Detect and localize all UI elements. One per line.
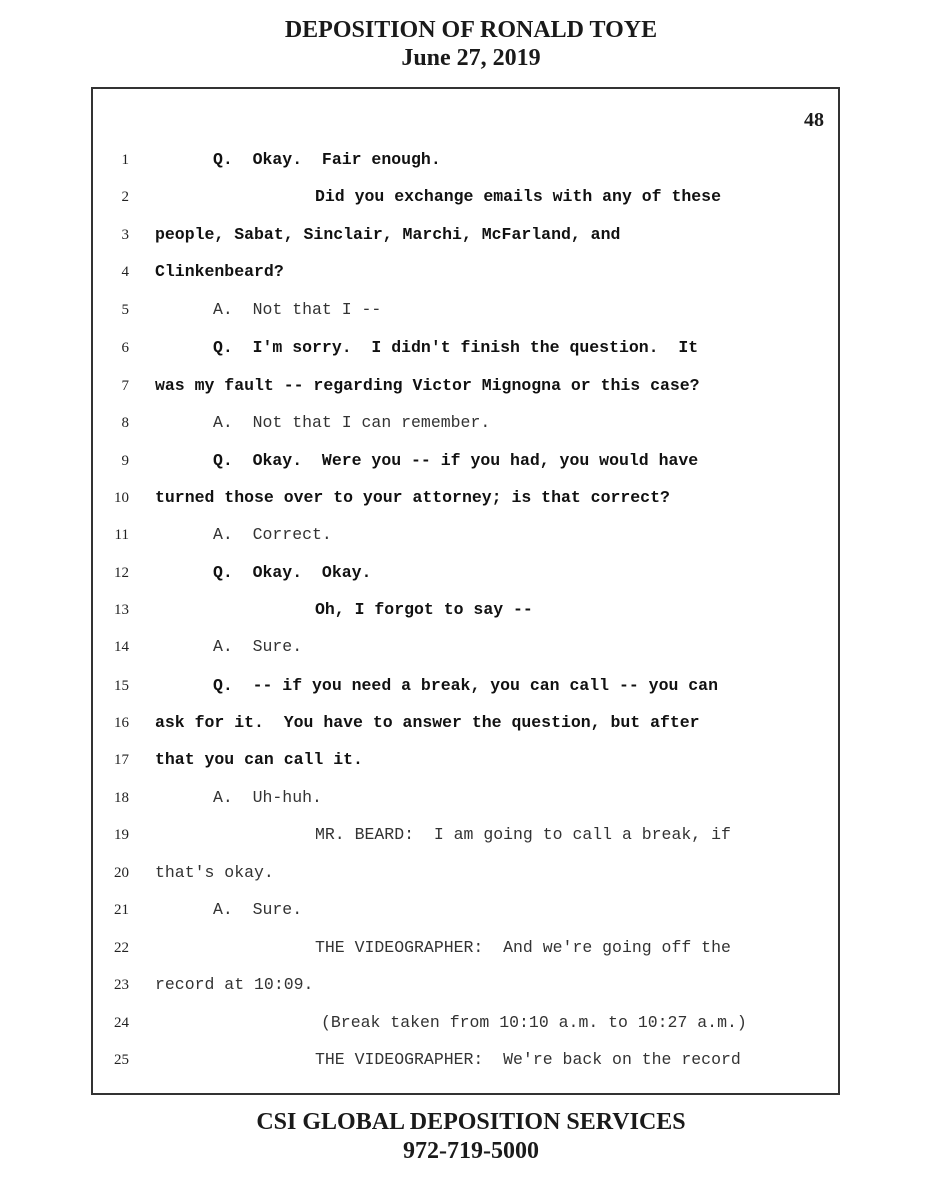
line-number: 20 bbox=[114, 865, 129, 881]
line-text: Q. Okay. Okay. bbox=[213, 563, 372, 582]
company-phone: 972-719-5000 bbox=[403, 1138, 539, 1164]
line-number: 6 bbox=[121, 340, 129, 356]
line-number: 5 bbox=[121, 302, 129, 318]
line-number: 23 bbox=[114, 977, 129, 993]
transcript-line-5 bbox=[93, 296, 838, 324]
line-number: 7 bbox=[121, 378, 129, 394]
transcript-line-19 bbox=[93, 821, 838, 849]
page-number: 48 bbox=[804, 109, 824, 131]
transcript-line-12 bbox=[93, 559, 838, 587]
transcript-line-10 bbox=[93, 484, 838, 512]
transcript-line-16 bbox=[93, 709, 838, 737]
line-text: people, Sabat, Sinclair, Marchi, McFarland, and bbox=[155, 225, 621, 244]
transcript-line-1 bbox=[93, 146, 838, 174]
transcript-line-6 bbox=[93, 334, 838, 362]
line-number: 4 bbox=[121, 264, 129, 280]
line-text: A. Not that I can remember. bbox=[213, 413, 491, 432]
line-number: 10 bbox=[114, 490, 129, 506]
line-number: 18 bbox=[114, 790, 129, 806]
line-number: 8 bbox=[121, 415, 129, 431]
line-number: 16 bbox=[114, 715, 129, 731]
line-number: 1 bbox=[121, 152, 129, 168]
transcript-line-13 bbox=[93, 596, 838, 624]
line-text: A. Sure. bbox=[213, 637, 303, 656]
transcript-line-23 bbox=[93, 971, 838, 999]
line-text: Q. I'm sorry. I didn't finish the question. It bbox=[213, 338, 699, 357]
line-text: THE VIDEOGRAPHER: We're back on the record bbox=[315, 1050, 741, 1069]
transcript-line-3 bbox=[93, 221, 838, 249]
line-text: Did you exchange emails with any of these bbox=[315, 187, 721, 206]
transcript-line-4 bbox=[93, 258, 838, 286]
line-number: 21 bbox=[114, 902, 129, 918]
deposition-date: June 27, 2019 bbox=[401, 45, 541, 71]
transcript-line-17 bbox=[93, 746, 838, 774]
document-footer bbox=[0, 1108, 942, 1166]
line-text: Q. Okay. Were you -- if you had, you would have bbox=[213, 451, 699, 470]
line-text: Clinkenbeard? bbox=[155, 262, 284, 281]
transcript-line-8 bbox=[93, 409, 838, 437]
line-text: ask for it. You have to answer the question, but after bbox=[155, 713, 700, 732]
transcript-line-22 bbox=[93, 934, 838, 962]
line-number: 3 bbox=[121, 227, 129, 243]
transcript-line-14 bbox=[93, 633, 838, 661]
line-text: Oh, I forgot to say -- bbox=[315, 600, 533, 619]
line-text: turned those over to your attorney; is that correct? bbox=[155, 488, 670, 507]
line-text: A. Not that I -- bbox=[213, 300, 382, 319]
line-number: 2 bbox=[121, 189, 129, 205]
transcript-line-9 bbox=[93, 447, 838, 475]
line-text: A. Correct. bbox=[213, 525, 332, 544]
transcript-line-24 bbox=[93, 1009, 838, 1037]
transcript-line-21 bbox=[93, 896, 838, 924]
line-text: Q. -- if you need a break, you can call -- you can bbox=[213, 676, 718, 695]
line-text: that you can call it. bbox=[155, 750, 363, 769]
line-text: A. Sure. bbox=[213, 900, 303, 919]
line-number: 19 bbox=[114, 827, 129, 843]
reporting-company: CSI GLOBAL DEPOSITION SERVICES bbox=[256, 1109, 686, 1135]
transcript-line-20 bbox=[93, 859, 838, 887]
document-header bbox=[0, 16, 942, 72]
line-text: (Break taken from 10:10 a.m. to 10:27 a.m.) bbox=[321, 1013, 747, 1032]
line-text: MR. BEARD: I am going to call a break, if bbox=[315, 825, 731, 844]
line-text: Q. Okay. Fair enough. bbox=[213, 150, 441, 169]
line-number: 17 bbox=[114, 752, 129, 768]
transcript-line-7 bbox=[93, 372, 838, 400]
line-number: 12 bbox=[114, 565, 129, 581]
line-number: 25 bbox=[114, 1052, 129, 1068]
line-text: was my fault -- regarding Victor Mignogna or this case? bbox=[155, 376, 700, 395]
line-text: A. Uh-huh. bbox=[213, 788, 322, 807]
line-number: 15 bbox=[114, 678, 129, 694]
transcript-line-18 bbox=[93, 784, 838, 812]
line-number: 14 bbox=[114, 639, 129, 655]
line-number: 24 bbox=[114, 1015, 129, 1031]
line-text: that's okay. bbox=[155, 863, 274, 882]
transcript-line-25 bbox=[93, 1046, 838, 1074]
transcript-line-2 bbox=[93, 183, 838, 211]
transcript-line-11 bbox=[93, 521, 838, 549]
deposition-title: DEPOSITION OF RONALD TOYE bbox=[284, 17, 658, 43]
transcript-page bbox=[91, 87, 840, 1095]
line-number: 9 bbox=[121, 453, 129, 469]
line-text: THE VIDEOGRAPHER: And we're going off the bbox=[315, 938, 731, 957]
line-number: 13 bbox=[114, 602, 129, 618]
line-number: 11 bbox=[114, 527, 129, 543]
transcript-line-15 bbox=[93, 672, 838, 700]
line-text: record at 10:09. bbox=[155, 975, 314, 994]
line-number: 22 bbox=[114, 940, 129, 956]
